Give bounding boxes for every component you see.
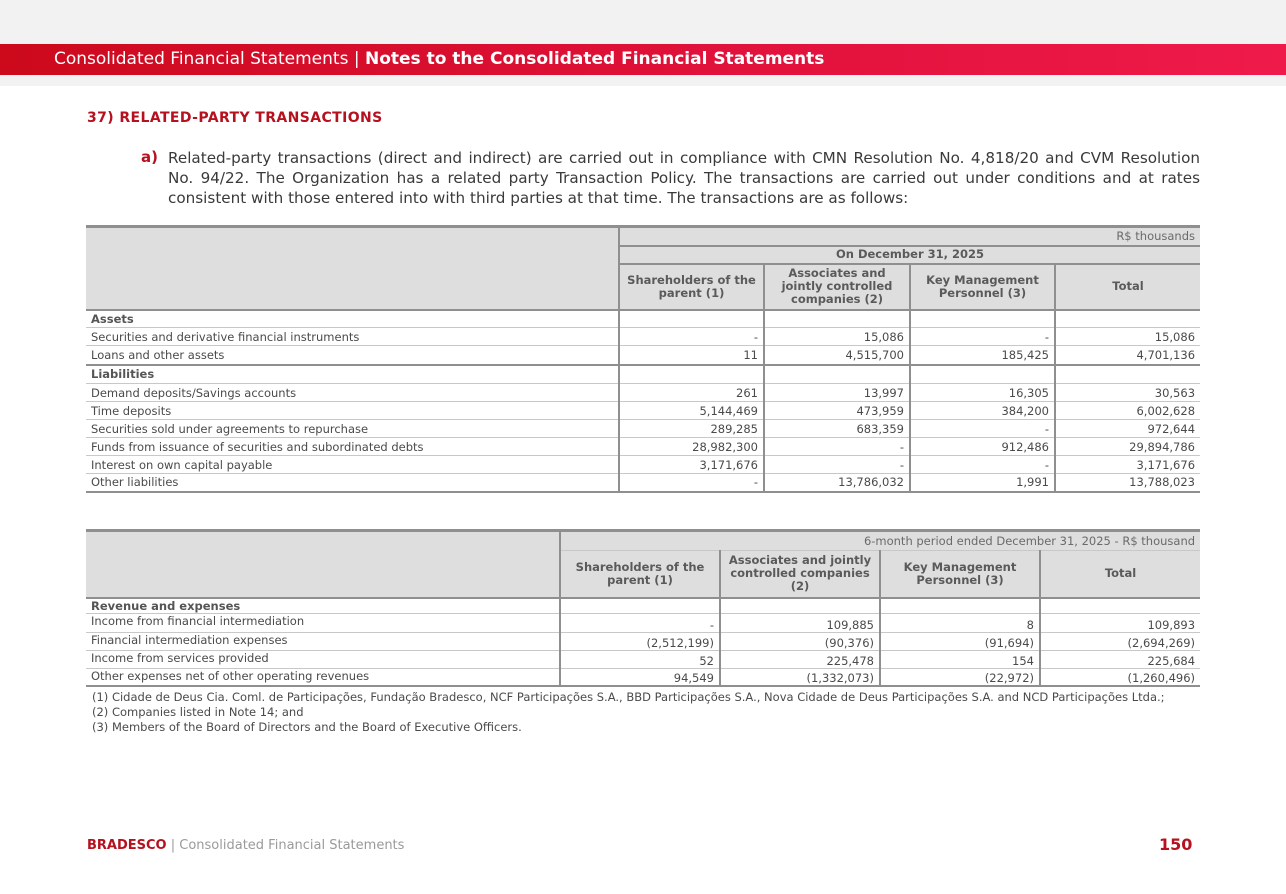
footnote-3: (3) Members of the Board of Directors and the Board of Executive Officers. (92, 720, 522, 734)
row-label: Income from financial intermediation (86, 613, 560, 632)
table1-period: On December 31, 2025 (619, 246, 1200, 264)
table-row (86, 402, 1200, 420)
table1-stub-header (86, 227, 619, 310)
cell-value: 4,515,700 (764, 346, 910, 365)
row-label: Funds from issuance of securities and subordinated debts (86, 438, 619, 456)
cell-value: 13,788,023 (1055, 474, 1200, 492)
footer-brand-name: BRADESCO (87, 838, 167, 853)
table-row (86, 438, 1200, 456)
cell-value: 6,002,628 (1055, 402, 1200, 420)
cell-value: (22,972) (880, 668, 1040, 686)
table1-col-associates: Associates and jointly controlled companies (2) (764, 264, 910, 310)
table2-col-associates: Associates and jointly controlled companies (2) (720, 551, 880, 598)
paragraph-letter: a) (141, 148, 158, 166)
table2-col-key-management: Key Management Personnel (3) (880, 551, 1040, 598)
cell-value: - (764, 456, 910, 474)
cell-value: 29,894,786 (1055, 438, 1200, 456)
cell-value: (91,694) (880, 632, 1040, 650)
page-number: 150 (1159, 835, 1193, 854)
footer-doc-title: Consolidated Financial Statements (179, 838, 405, 853)
table1-col-key-management: Key Management Personnel (3) (910, 264, 1055, 310)
row-label: Interest on own capital payable (86, 456, 619, 474)
table-row (86, 650, 1200, 668)
row-label: Demand deposits/Savings accounts (86, 384, 619, 402)
footnote-2: (2) Companies listed in Note 14; and (92, 705, 304, 719)
header-title-prefix: Consolidated Financial Statements | (54, 49, 365, 69)
cell-value: 154 (880, 650, 1040, 668)
cell-value: 912,486 (910, 438, 1055, 456)
liabilities-label: Liabilities (86, 365, 619, 384)
header-sub-band (0, 75, 1286, 86)
table1-col-total: Total (1055, 264, 1200, 310)
cell-value: 1,991 (910, 474, 1055, 492)
table2-stub-header (86, 531, 560, 598)
cell-value: (1,332,073) (720, 668, 880, 686)
cell-value: 972,644 (1055, 420, 1200, 438)
header-title-section: Notes to the Consolidated Financial Statements (364, 49, 825, 69)
table-row (86, 328, 1200, 346)
table2-period: 6-month period ended December 31, 2025 - R$ thousand (560, 531, 1200, 551)
table-row (86, 474, 1200, 492)
revenue-section-label: Revenue and expenses (91, 598, 241, 613)
cell-value: 16,305 (910, 384, 1055, 402)
page-footer (87, 838, 404, 853)
cell-value: (2,694,269) (1040, 632, 1200, 650)
cell-value: 225,684 (1040, 650, 1200, 668)
assets-label: Assets (86, 310, 619, 328)
cell-value: (2,512,199) (560, 632, 720, 650)
table-row (86, 384, 1200, 402)
cell-value: (90,376) (720, 632, 880, 650)
cell-value: 94,549 (560, 668, 720, 686)
cell-value: - (764, 438, 910, 456)
cell-value: - (910, 456, 1055, 474)
cell-value: 473,959 (764, 402, 910, 420)
footer-separator: | (166, 838, 180, 853)
footnote-1: (1) Cidade de Deus Cia. Coml. de Participações, Fundação Bradesco, NCF Participações S.A., BBD Participações S.A., Nova Cidade de Deus Participações S.A. and NCD Participações Ltda.; (92, 690, 1165, 704)
cell-value: 11 (619, 346, 764, 365)
cell-value: 28,982,300 (619, 438, 764, 456)
row-label: Securities sold under agreements to repurchase (86, 420, 619, 438)
table1-col-shareholders: Shareholders of the parent (1) (619, 264, 764, 310)
section-title: 37) RELATED-PARTY TRANSACTIONS (87, 110, 383, 126)
cell-value: 8 (880, 613, 1040, 632)
page-header (0, 44, 1286, 75)
cell-value: - (560, 613, 720, 632)
top-band (0, 0, 1286, 44)
cell-value: - (910, 420, 1055, 438)
cell-value: - (619, 474, 764, 492)
row-label: Other liabilities (86, 474, 619, 492)
row-label: Time deposits (86, 402, 619, 420)
table2-col-shareholders: Shareholders of the parent (1) (560, 551, 720, 598)
cell-value: 13,786,032 (764, 474, 910, 492)
table-row (86, 613, 1200, 632)
revenue-table (86, 529, 1200, 687)
cell-value: 225,478 (720, 650, 880, 668)
cell-value: 52 (560, 650, 720, 668)
cell-value: 185,425 (910, 346, 1055, 365)
table-row (86, 668, 1200, 686)
cell-value: 15,086 (1055, 328, 1200, 346)
cell-value: 15,086 (764, 328, 910, 346)
footnotes (92, 690, 1165, 735)
row-label: Loans and other assets (86, 346, 619, 365)
row-label: Securities and derivative financial instruments (86, 328, 619, 346)
row-label: Other expenses net of other operating revenues (86, 668, 560, 686)
table1-unit: R$ thousands (619, 227, 1200, 246)
cell-value: 4,701,136 (1055, 346, 1200, 365)
row-label: Financial intermediation expenses (86, 632, 560, 650)
cell-value: 289,285 (619, 420, 764, 438)
cell-value: - (619, 328, 764, 346)
table-row (86, 420, 1200, 438)
cell-value: 3,171,676 (619, 456, 764, 474)
intro-paragraph: Related-party transactions (direct and indirect) are carried out in compliance with CMN Resolution No. 4,818/20 and CVM Resolution No. 94/22. The Organization has a related party Transaction Policy. The transactions are carried out under conditions and at rates consistent with those entered into with third parties at that time. The transactions are as follows: (168, 149, 1200, 207)
cell-value: 261 (619, 384, 764, 402)
cell-value: 683,359 (764, 420, 910, 438)
cell-value: 109,893 (1040, 613, 1200, 632)
cell-value: 3,171,676 (1055, 456, 1200, 474)
table-row (86, 346, 1200, 365)
table2-col-total: Total (1040, 551, 1200, 598)
cell-value: 30,563 (1055, 384, 1200, 402)
row-label: Income from services provided (86, 650, 560, 668)
table-row (86, 632, 1200, 650)
cell-value: - (910, 328, 1055, 346)
cell-value: 384,200 (910, 402, 1055, 420)
cell-value: 13,997 (764, 384, 910, 402)
cell-value: (1,260,496) (1040, 668, 1200, 686)
table-row (86, 456, 1200, 474)
cell-value: 5,144,469 (619, 402, 764, 420)
balance-table (86, 225, 1200, 493)
cell-value: 109,885 (720, 613, 880, 632)
